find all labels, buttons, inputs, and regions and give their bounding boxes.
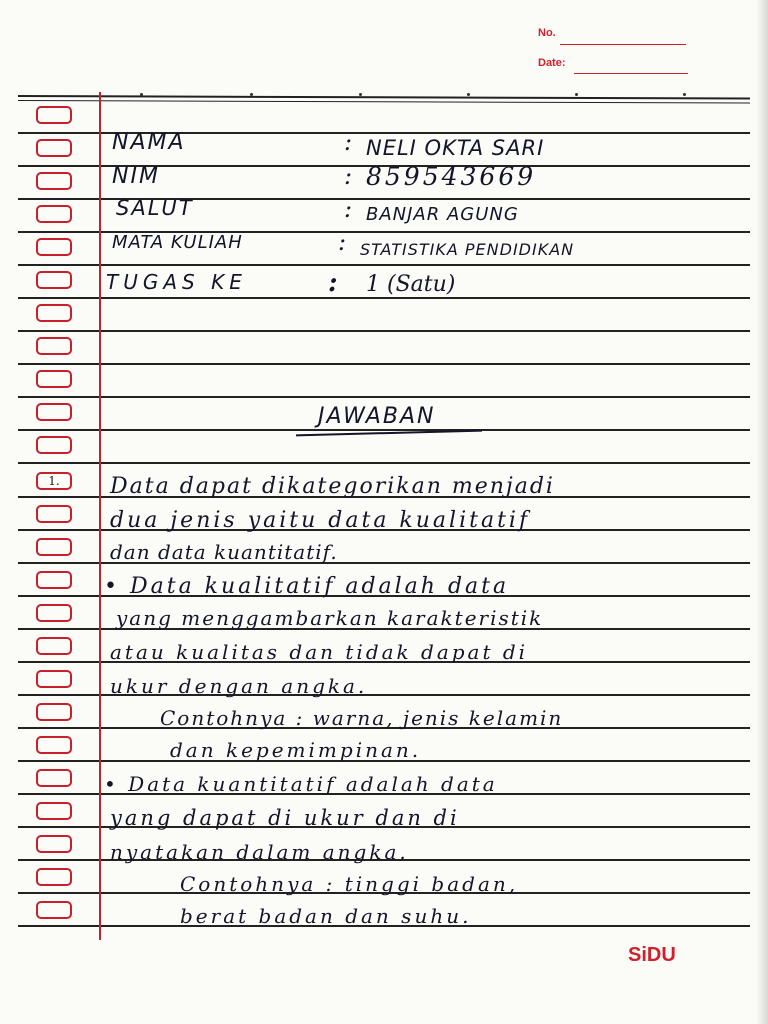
identity-label-nim: NIM xyxy=(112,164,160,189)
answer-line: dan data kuantitatif. xyxy=(110,540,338,564)
identity-value-salut: BANJAR AGUNG xyxy=(366,204,519,225)
answer-line: Contohnya : tinggi badan, xyxy=(180,872,519,896)
answer-line: • Data kualitatif adalah data xyxy=(104,574,510,599)
answer-line: yang menggambarkan karakteristik xyxy=(116,606,544,630)
identity-value-tugas-ke: 1 (Satu) xyxy=(366,272,456,297)
margin-box xyxy=(36,802,72,820)
margin-box xyxy=(36,370,72,388)
date-label: Date: xyxy=(538,57,566,69)
identity-separator: : xyxy=(328,268,338,298)
margin-box xyxy=(36,139,72,157)
no-line xyxy=(560,44,686,45)
date-line xyxy=(574,73,688,74)
margin-box xyxy=(36,337,72,355)
heading-jawaban: JAWABAN xyxy=(318,404,436,429)
margin-box xyxy=(36,703,72,721)
identity-label-nama: NAMA xyxy=(112,130,186,155)
rule-dot xyxy=(359,93,362,96)
ruled-line xyxy=(18,264,750,266)
identity-label-salut: SALUT xyxy=(116,196,194,220)
identity-label-mata-kuliah: MATA KULIAH xyxy=(112,232,243,253)
rule-dot xyxy=(575,93,578,96)
margin-box xyxy=(36,901,72,919)
margin-box xyxy=(36,436,72,454)
margin-box xyxy=(36,835,72,853)
rule-dot xyxy=(140,93,143,96)
identity-separator: : xyxy=(338,228,347,256)
identity-value-mata-kuliah: STATISTIKA PENDIDIKAN xyxy=(360,240,575,259)
answer-line: ukur dengan angka. xyxy=(110,674,368,698)
answer-number: 1. xyxy=(48,474,60,488)
margin-box xyxy=(36,637,72,655)
margin-box xyxy=(36,271,72,289)
margin-box xyxy=(36,868,72,886)
ruled-line xyxy=(18,462,750,464)
ruled-line xyxy=(18,429,750,431)
margin-box xyxy=(36,403,72,421)
margin-box xyxy=(36,505,72,523)
margin-box xyxy=(36,538,72,556)
margin-box xyxy=(36,769,72,787)
no-label: No. xyxy=(538,27,556,39)
identity-label-tugas-ke: TUGAS KE xyxy=(106,270,247,294)
page-edge-shadow xyxy=(756,0,768,1024)
margin-line xyxy=(99,92,101,940)
answer-line: berat badan dan suhu. xyxy=(180,904,472,928)
ruled-line xyxy=(18,297,750,299)
rule-dot xyxy=(683,93,686,96)
identity-separator: : xyxy=(344,162,353,190)
answer-line: atau kualitas dan tidak dapat di xyxy=(110,640,529,664)
margin-box xyxy=(36,172,72,190)
ruled-line xyxy=(18,363,750,365)
answer-line: yang dapat di ukur dan di xyxy=(110,806,460,830)
identity-separator: : xyxy=(344,195,353,223)
margin-box xyxy=(36,604,72,622)
margin-box xyxy=(36,205,72,223)
sidu-logo: SiDU xyxy=(628,944,676,966)
identity-value-nama: NELI OKTA SARI xyxy=(366,136,545,160)
margin-box xyxy=(36,736,72,754)
ruled-line xyxy=(18,396,750,398)
top-rule-thin xyxy=(18,100,750,104)
answer-line: Data dapat dikategorikan menjadi xyxy=(110,474,555,499)
answer-line: dan kepemimpinan. xyxy=(170,738,422,762)
ruled-line xyxy=(18,330,750,332)
margin-box xyxy=(36,106,72,124)
top-rule xyxy=(18,95,750,100)
margin-box xyxy=(36,670,72,688)
answer-line: Contohnya : warna, jenis kelamin xyxy=(160,706,564,730)
margin-box xyxy=(36,238,72,256)
rule-dot xyxy=(467,93,470,96)
answer-line: dua jenis yaitu data kualitatif xyxy=(110,508,531,533)
answer-line: • Data kuantitatif adalah data xyxy=(104,772,498,796)
answer-line: nyatakan dalam angka. xyxy=(110,840,409,864)
margin-box xyxy=(36,304,72,322)
margin-box xyxy=(36,571,72,589)
identity-separator: : xyxy=(344,128,353,156)
identity-value-nim: 859543669 xyxy=(366,162,537,191)
rule-dot xyxy=(250,93,253,96)
